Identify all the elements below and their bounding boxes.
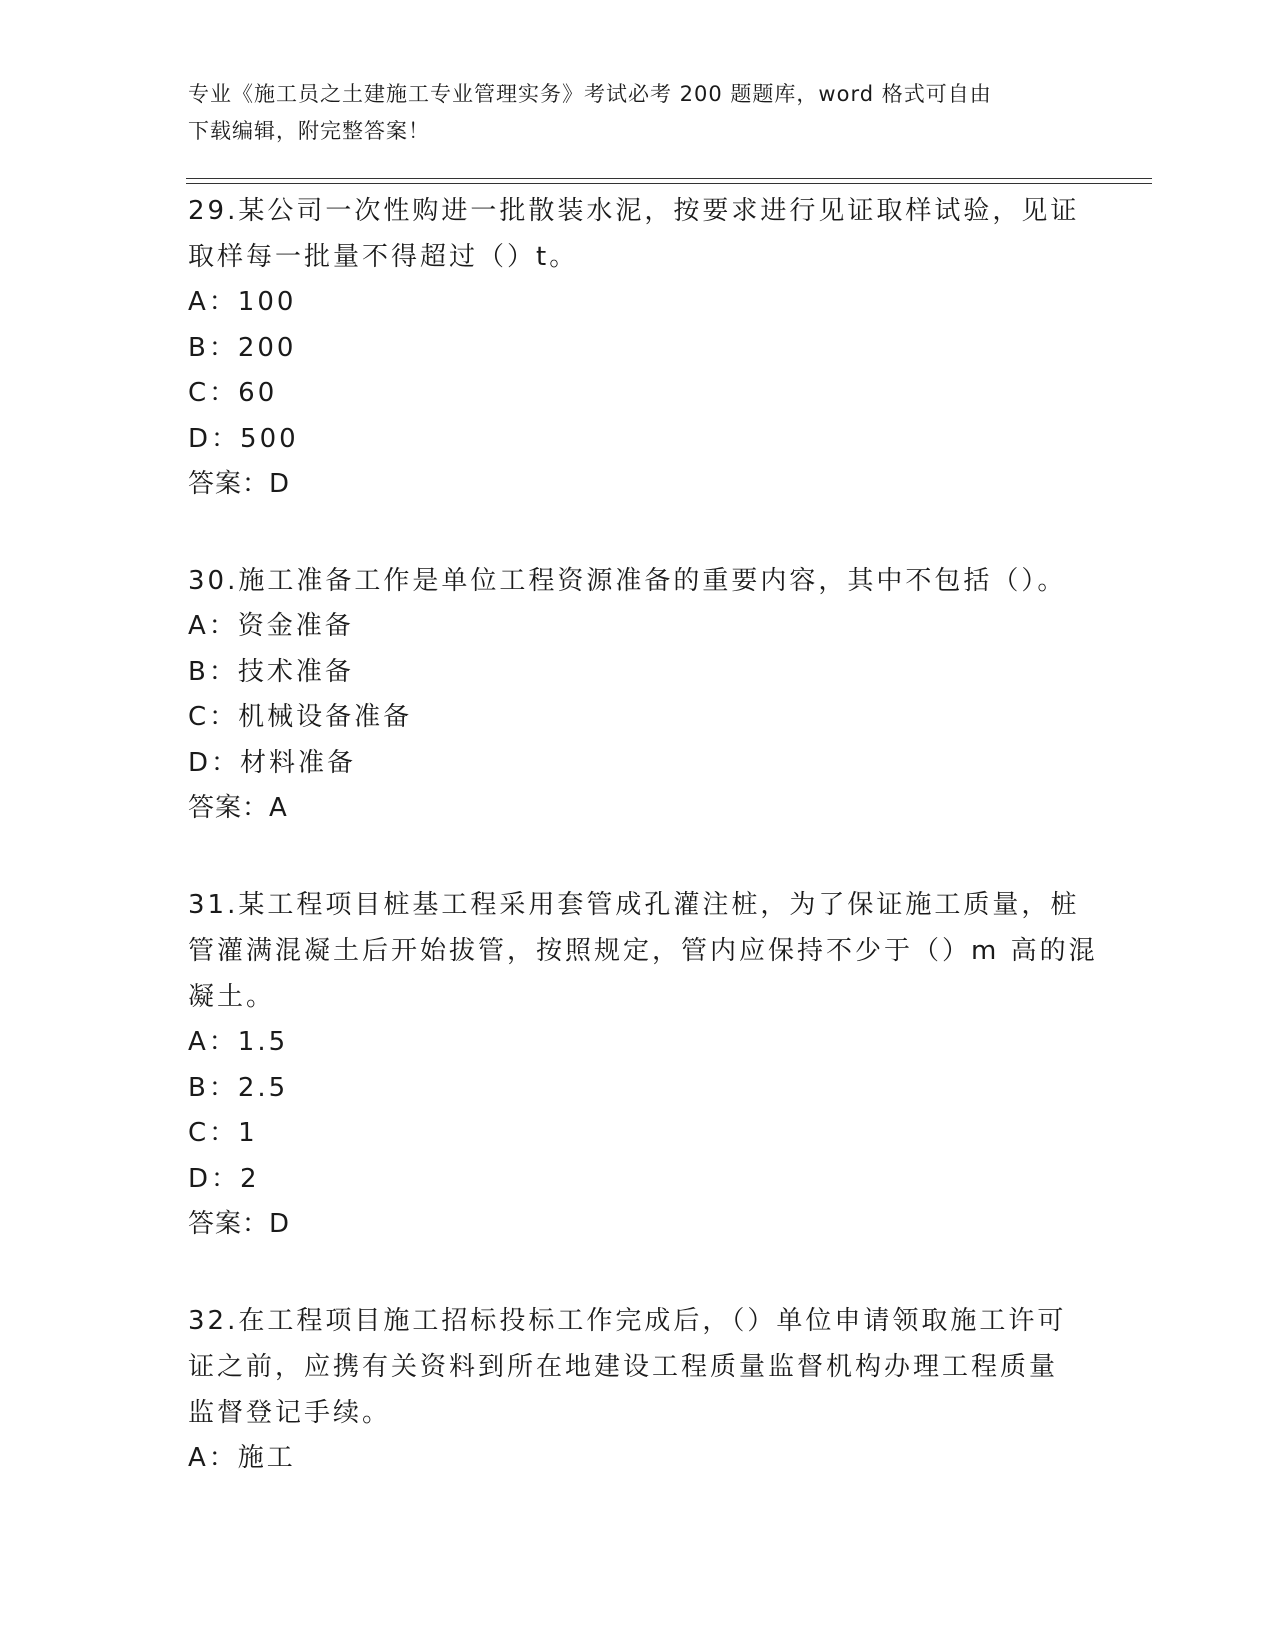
header-line: 下载编辑，附完整答案！ (188, 119, 430, 143)
option-b: B：2.5 (188, 1072, 289, 1103)
option-d: D：500 (188, 423, 299, 454)
question-list (188, 188, 1108, 1533)
question-30 (188, 558, 1108, 831)
option-b: B：200 (188, 332, 297, 363)
header-line: 专业《施工员之土建施工专业管理实务》考试必考 200 题题库，word 格式可自由 (188, 82, 992, 106)
question-text: 32.在工程项目施工招标投标工作完成后，（）单位申请领取施工许可 (188, 1306, 1067, 1336)
header-divider (186, 178, 1152, 184)
question-text: 31.某工程项目桩基工程采用套管成孔灌注桩，为了保证施工质量，桩 (188, 890, 1080, 920)
question-text: 29.某公司一次性购进一批散装水泥，按要求进行见证取样试验，见证 (188, 196, 1080, 226)
answer: 答案：A (188, 793, 288, 823)
option-c: C：1 (188, 1118, 258, 1148)
question-29 (188, 188, 1108, 507)
option-c: C：60 (188, 378, 278, 408)
document-header (188, 76, 1068, 150)
option-c: C：机械设备准备 (188, 702, 413, 732)
option-d: D：材料准备 (188, 747, 357, 778)
question-text: 证之前，应携有关资料到所在地建设工程质量监督机构办理工程质量 (188, 1352, 1059, 1382)
question-text: 30.施工准备工作是单位工程资源准备的重要内容，其中不包括（）。 (188, 566, 1067, 596)
option-b: B：技术准备 (188, 656, 354, 687)
question-32 (188, 1298, 1108, 1482)
answer: 答案：D (188, 469, 291, 499)
question-text: 管灌满混凝土后开始拔管，按照规定，管内应保持不少于（）m 高的混 (188, 936, 1098, 966)
answer: 答案：D (188, 1209, 291, 1239)
option-a: A：资金准备 (188, 611, 354, 641)
option-a: A：100 (188, 287, 297, 317)
option-d: D：2 (188, 1163, 260, 1194)
question-31 (188, 882, 1108, 1247)
option-a: A：施工 (188, 1443, 296, 1473)
option-a: A：1.5 (188, 1027, 289, 1057)
question-text: 监督登记手续。 (188, 1398, 392, 1428)
question-text: 取样每一批量不得超过（）t。 (188, 242, 579, 272)
question-text: 凝土。 (188, 982, 276, 1012)
